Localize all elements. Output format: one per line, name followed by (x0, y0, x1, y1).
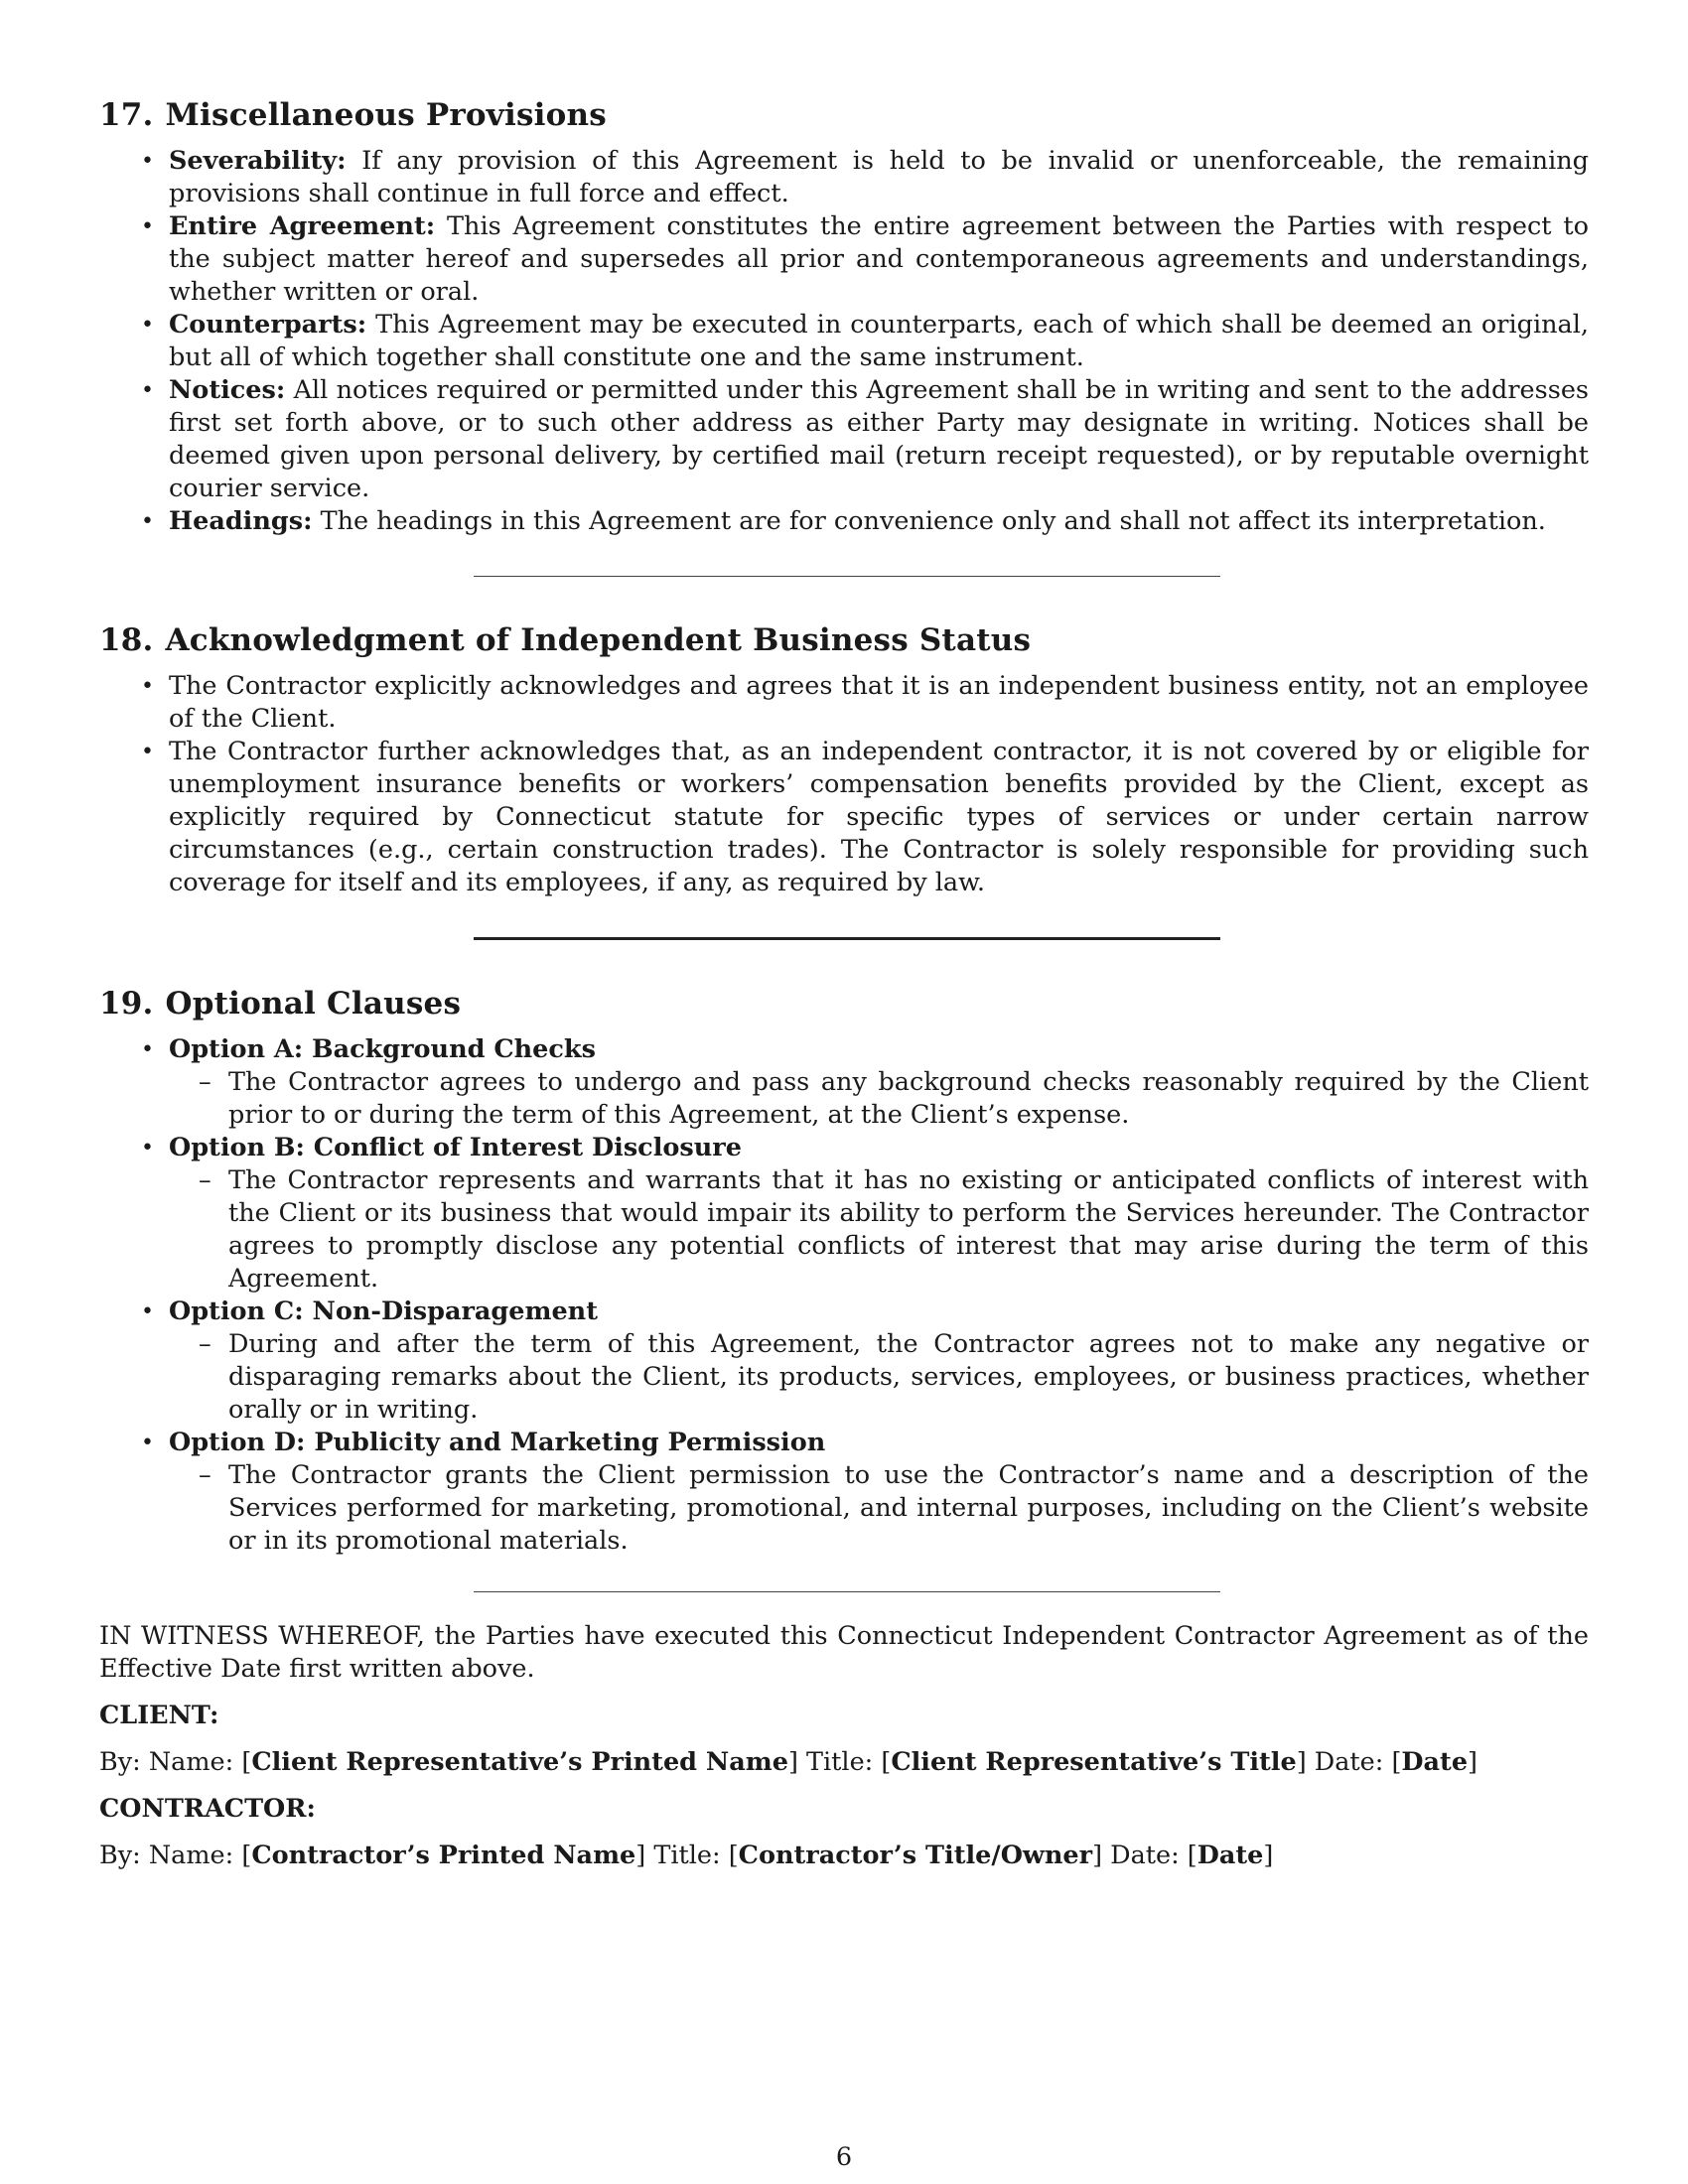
acknowledgment-list (99, 670, 1589, 899)
list-item (169, 505, 1589, 538)
option-label: Option A: Background Checks (169, 1034, 596, 1064)
page-number: 6 (835, 2142, 853, 2172)
document-page (99, 91, 1589, 1886)
name-label: Name: (148, 1841, 234, 1870)
item-text: This Agreement may be executed in counterparts, each of which shall be deemed an original, but all of which together shall constitute one and the same instrument. (169, 310, 1589, 372)
sub-list-item: – The Contractor represents and warrants that it has no existing or anticipated conflicts of interest with the Client or its business that would impair its ability to perform the Services hereunder. The Contractor agrees to promptly disclose any potential conflicts of interest that may arise during the term of this Agreement. (228, 1164, 1589, 1296)
section-title: Acknowledgment of Independent Business Status (165, 622, 1032, 658)
item-label: Severability: (169, 146, 347, 176)
contractor-name-placeholder: Contractor’s Printed Name (251, 1841, 636, 1870)
section-17 (99, 95, 1589, 538)
sub-list (169, 1066, 1589, 1132)
by-label: By: (99, 1841, 141, 1870)
list-item (169, 210, 1589, 309)
contractor-signature-line: By: Name: [Contractor’s Printed Name] Title: [Contractor’s Title/Owner] Date: [Date] (99, 1841, 1274, 1870)
client-heading: CLIENT: (99, 1701, 219, 1730)
section-number: 17. (99, 97, 154, 133)
client-title-placeholder: Client Representative’s Title (891, 1747, 1297, 1777)
section-18 (99, 620, 1589, 899)
item-label: Entire Agreement: (169, 211, 436, 241)
section-divider (474, 937, 1220, 940)
section-18-heading (99, 620, 1589, 660)
section-number: 18. (99, 622, 154, 658)
sub-list (169, 1328, 1589, 1427)
item-text: All notices required or permitted under this Agreement shall be in writing and sent to the addresses first set forth above, or to such other address as either Party may designate in writing. Notices shall be deemed given upon personal delivery, by certified mail (return receipt requested), or by reputable overnight courier service. (169, 375, 1589, 503)
list-item: • The Contractor further acknowledges that, as an independent contractor, it is not covered by or eligible for unemployment insurance benefits or workers’ compensation benefits provided by the Client, except as explicitly required by Connecticut statute for specific types of services or under certain narrow circumstances (e.g., certain construction trades). The Contractor is solely responsible for providing such coverage for itself and its employees, if any, as required by law. (169, 736, 1589, 899)
name-label: Name: (148, 1747, 234, 1777)
item-label: Headings: (169, 506, 313, 536)
section-divider (474, 576, 1220, 577)
section-title: Miscellaneous Provisions (165, 97, 607, 133)
witness-statement: IN WITNESS WHEREOF, the Parties have executed this Connecticut Independent Contractor Agreement as of the Effective Date first written above. (99, 1621, 1589, 1684)
sub-list-item: – During and after the term of this Agreement, the Contractor agrees not to make any negative or disparaging remarks about the Client, its products, services, employees, or business practices, whether orally or in writing. (228, 1328, 1589, 1427)
option-label: Option D: Publicity and Marketing Permission (169, 1428, 826, 1457)
item-text: The headings in this Agreement are for convenience only and shall not affect its interpretation. (320, 506, 1546, 536)
section-19-heading (99, 984, 1589, 1024)
misc-provisions-list (99, 145, 1589, 538)
list-item (169, 1132, 1589, 1296)
section-number: 19. (99, 986, 154, 1022)
list-item (169, 145, 1589, 210)
item-text: This Agreement constitutes the entire agreement between the Parties with respect to the subject matter hereof and supersedes all prior and contemporaneous agreements and understandings, whether written or oral. (169, 211, 1589, 307)
list-item (169, 1296, 1589, 1427)
section-divider (474, 1591, 1220, 1592)
sub-list-item: – The Contractor agrees to undergo and pass any background checks reasonably required by the Client prior to or during the term of this Agreement, at the Client’s expense. (228, 1066, 1589, 1132)
client-signature-line: By: Name: [Client Representative’s Printed Name] Title: [Client Representative’s Title] Date: [Date] (99, 1747, 1477, 1777)
section-title: Optional Clauses (165, 986, 462, 1022)
title-label: Title: (806, 1747, 874, 1777)
section-17-heading (99, 95, 1589, 135)
list-item (169, 309, 1589, 374)
item-label: Notices: (169, 375, 286, 405)
sub-list (169, 1164, 1589, 1296)
optional-clauses-list (99, 1033, 1589, 1558)
list-item: • The Contractor explicitly acknowledges and agrees that it is an independent business entity, not an employee of the Client. (169, 670, 1589, 736)
list-item (169, 1033, 1589, 1132)
title-label: Title: (653, 1841, 721, 1870)
contractor-title-placeholder: Contractor’s Title/Owner (738, 1841, 1093, 1870)
client-name-placeholder: Client Representative’s Printed Name (251, 1747, 788, 1777)
option-label: Option C: Non-Disparagement (169, 1297, 599, 1326)
list-item (169, 1427, 1589, 1558)
client-date-placeholder: Date (1401, 1747, 1469, 1777)
list-item (169, 374, 1589, 505)
contractor-heading: CONTRACTOR: (99, 1794, 316, 1824)
sub-list-item: – The Contractor grants the Client permission to use the Contractor’s name and a description of the Services performed for marketing, promotional, and internal purposes, including on the Client’s website or in its promotional materials. (228, 1459, 1589, 1558)
contractor-date-placeholder: Date (1196, 1841, 1264, 1870)
date-label: Date: (1110, 1841, 1180, 1870)
option-label: Option B: Conflict of Interest Disclosure (169, 1133, 742, 1162)
sub-list (169, 1459, 1589, 1558)
by-label: By: (99, 1747, 141, 1777)
section-19 (99, 984, 1589, 1558)
date-label: Date: (1314, 1747, 1384, 1777)
item-text: If any provision of this Agreement is held to be invalid or unenforceable, the remaining provisions shall continue in full force and effect. (169, 146, 1589, 208)
item-label: Counterparts: (169, 310, 367, 340)
